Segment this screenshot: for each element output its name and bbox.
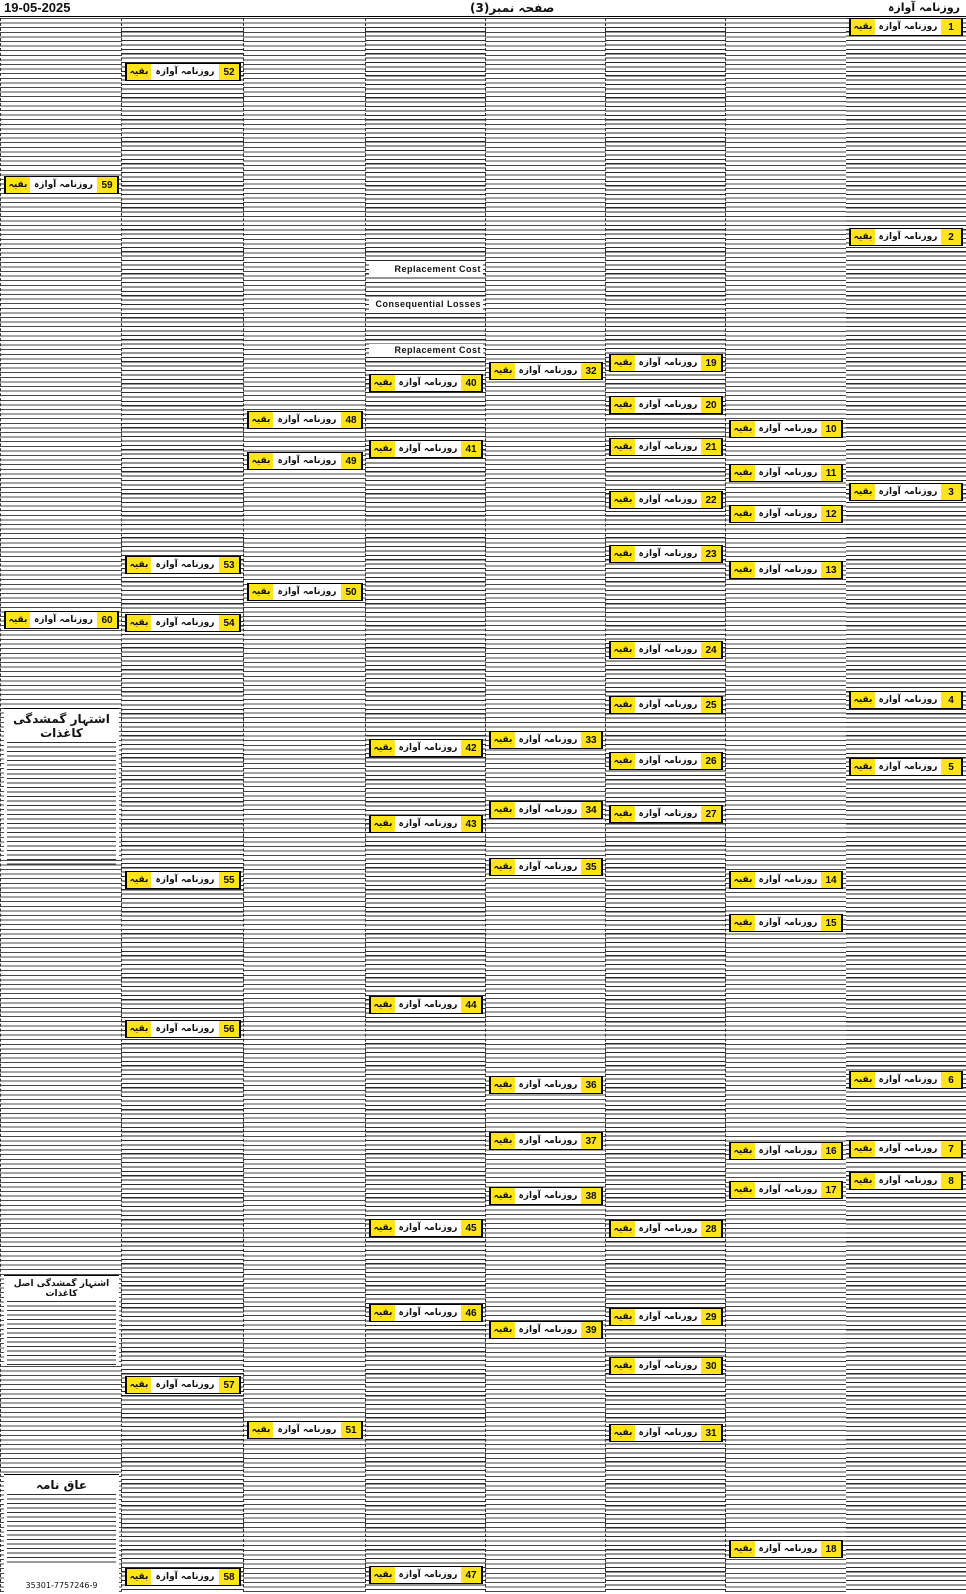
continuation-badge: بقیہ روزنامہ آوازہ 15 [729, 914, 843, 932]
continuation-badge: بقیہ روزنامہ آوازہ 24 [609, 641, 723, 659]
masthead [0, 0, 966, 17]
continuation-badge: بقیہ روزنامہ آوازہ 55 [125, 871, 241, 889]
notice-title: اشتہار گمشدگی کاغذات [13, 712, 110, 740]
continuation-badge: بقیہ روزنامہ آوازہ 40 [369, 374, 483, 392]
continuation-badge: بقیہ روزنامہ آوازہ 19 [609, 354, 723, 372]
continuation-badge: بقیہ روزنامہ آوازہ 37 [489, 1132, 603, 1150]
continuation-badge: بقیہ روزنامہ آوازہ 12 [729, 505, 843, 523]
continuation-badge: بقیہ روزنامہ آوازہ 18 [729, 1540, 843, 1558]
lost-documents-notice-2 [4, 1275, 119, 1366]
continuation-badge: بقیہ روزنامہ آوازہ 36 [489, 1076, 603, 1094]
news-column-7 [121, 18, 244, 1592]
english-term: Replacement Cost [369, 263, 483, 275]
continuation-badge: بقیہ روزنامہ آوازہ 48 [247, 411, 363, 429]
continuation-badge: بقیہ روزنامہ آوازہ 29 [609, 1308, 723, 1326]
continuation-badge: بقیہ روزنامہ آوازہ 50 [247, 583, 363, 601]
continuation-badge: بقیہ روزنامہ آوازہ 33 [489, 731, 603, 749]
continuation-badge: بقیہ روزنامہ آوازہ 41 [369, 440, 483, 458]
continuation-badge: بقیہ روزنامہ آوازہ 35 [489, 858, 603, 876]
continuation-badge: بقیہ روزنامہ آوازہ 57 [125, 1376, 241, 1394]
continuation-badge: بقیہ روزنامہ آوازہ 2 [849, 228, 963, 246]
continuation-badge: بقیہ روزنامہ آوازہ 54 [125, 614, 241, 632]
continuation-badge: بقیہ روزنامہ آوازہ 49 [247, 452, 363, 470]
notice-title: اشتہار گمشدگی اصل کاغذات [13, 1279, 110, 1299]
news-column-5 [365, 18, 486, 1592]
continuation-badge: بقیہ روزنامہ آوازہ 27 [609, 805, 723, 823]
continuation-badge: بقیہ روزنامہ آوازہ 43 [369, 815, 483, 833]
continuation-badge: بقیہ روزنامہ آوازہ 45 [369, 1219, 483, 1237]
continuation-badge: بقیہ روزنامہ آوازہ 39 [489, 1321, 603, 1339]
continuation-badge: بقیہ روزنامہ آوازہ 59 [4, 176, 119, 194]
issue-date: 19-05-2025 [4, 0, 71, 15]
continuation-badge: بقیہ روزنامہ آوازہ 6 [849, 1071, 963, 1089]
continuation-badge: بقیہ روزنامہ آوازہ 3 [849, 483, 963, 501]
continuation-badge: بقیہ روزنامہ آوازہ 22 [609, 491, 723, 509]
continuation-badge: بقیہ روزنامہ آوازہ 16 [729, 1142, 843, 1160]
notice-title: عاق نامہ [35, 1478, 88, 1492]
continuation-badge: بقیہ روزنامہ آوازہ 23 [609, 545, 723, 563]
continuation-badge: بقیہ روزنامہ آوازہ 38 [489, 1187, 603, 1205]
continuation-badge: بقیہ روزنامہ آوازہ 11 [729, 464, 843, 482]
continuation-badge: بقیہ روزنامہ آوازہ 1 [849, 18, 963, 36]
newspaper-name: روزنامہ آوازہ [887, 1, 960, 14]
news-column-3 [605, 18, 726, 1592]
news-column-6 [243, 18, 366, 1592]
lost-documents-notice [4, 708, 119, 859]
continuation-badge: بقیہ روزنامہ آوازہ 7 [849, 1140, 963, 1158]
continuation-badge: بقیہ روزنامہ آوازہ 46 [369, 1304, 483, 1322]
news-column-2 [725, 18, 846, 1592]
continuation-badge: بقیہ روزنامہ آوازہ 44 [369, 996, 483, 1014]
news-column-4 [485, 18, 606, 1592]
continuation-badge: بقیہ روزنامہ آوازہ 13 [729, 561, 843, 579]
continuation-badge: بقیہ روزنامہ آوازہ 56 [125, 1020, 241, 1038]
continuation-badge: بقیہ روزنامہ آوازہ 47 [369, 1566, 483, 1584]
continuation-badge: بقیہ روزنامہ آوازہ 20 [609, 396, 723, 414]
continuation-badge: بقیہ روزنامہ آوازہ 31 [609, 1424, 723, 1442]
continuation-badge: بقیہ روزنامہ آوازہ 14 [729, 871, 843, 889]
continuation-badge: بقیہ روزنامہ آوازہ 8 [849, 1172, 963, 1190]
continuation-badge: بقیہ روزنامہ آوازہ 28 [609, 1220, 723, 1238]
continuation-badge: بقیہ روزنامہ آوازہ 53 [125, 556, 241, 574]
english-term: Consequential Losses [369, 298, 483, 310]
news-column-1 [846, 18, 966, 1592]
continuation-badge: بقیہ روزنامہ آوازہ 30 [609, 1357, 723, 1375]
page-number: صفحہ نمبر(3) [470, 1, 555, 15]
continuation-badge: بقیہ روزنامہ آوازہ 34 [489, 801, 603, 819]
continued-icon: بقیہ [850, 19, 875, 35]
continuation-badge: بقیہ روزنامہ آوازہ 42 [369, 739, 483, 757]
continuation-badge: بقیہ روزنامہ آوازہ 4 [849, 691, 963, 709]
news-column-8 [0, 18, 122, 1592]
continuation-badge: بقیہ روزنامہ آوازہ 17 [729, 1181, 843, 1199]
english-term: Replacement Cost [369, 344, 483, 356]
continuation-badge: بقیہ روزنامہ آوازہ 5 [849, 758, 963, 776]
continuation-badge: بقیہ روزنامہ آوازہ 25 [609, 696, 723, 714]
continuation-badge: بقیہ روزنامہ آوازہ 60 [4, 611, 119, 629]
continuation-badge: بقیہ روزنامہ آوازہ 32 [489, 362, 603, 380]
cnic-number: 35301-7757246-9 [6, 1581, 117, 1591]
continuation-badge: بقیہ روزنامہ آوازہ 21 [609, 438, 723, 456]
continuation-badge: بقیہ روزنامہ آوازہ 52 [125, 63, 241, 81]
continuation-badge: بقیہ روزنامہ آوازہ 10 [729, 420, 843, 438]
continuation-badge: بقیہ روزنامہ آوازہ 51 [247, 1421, 363, 1439]
disownment-notice [4, 1474, 119, 1592]
continuation-badge: بقیہ روزنامہ آوازہ 26 [609, 752, 723, 770]
continuation-badge: بقیہ روزنامہ آوازہ 58 [125, 1568, 241, 1586]
